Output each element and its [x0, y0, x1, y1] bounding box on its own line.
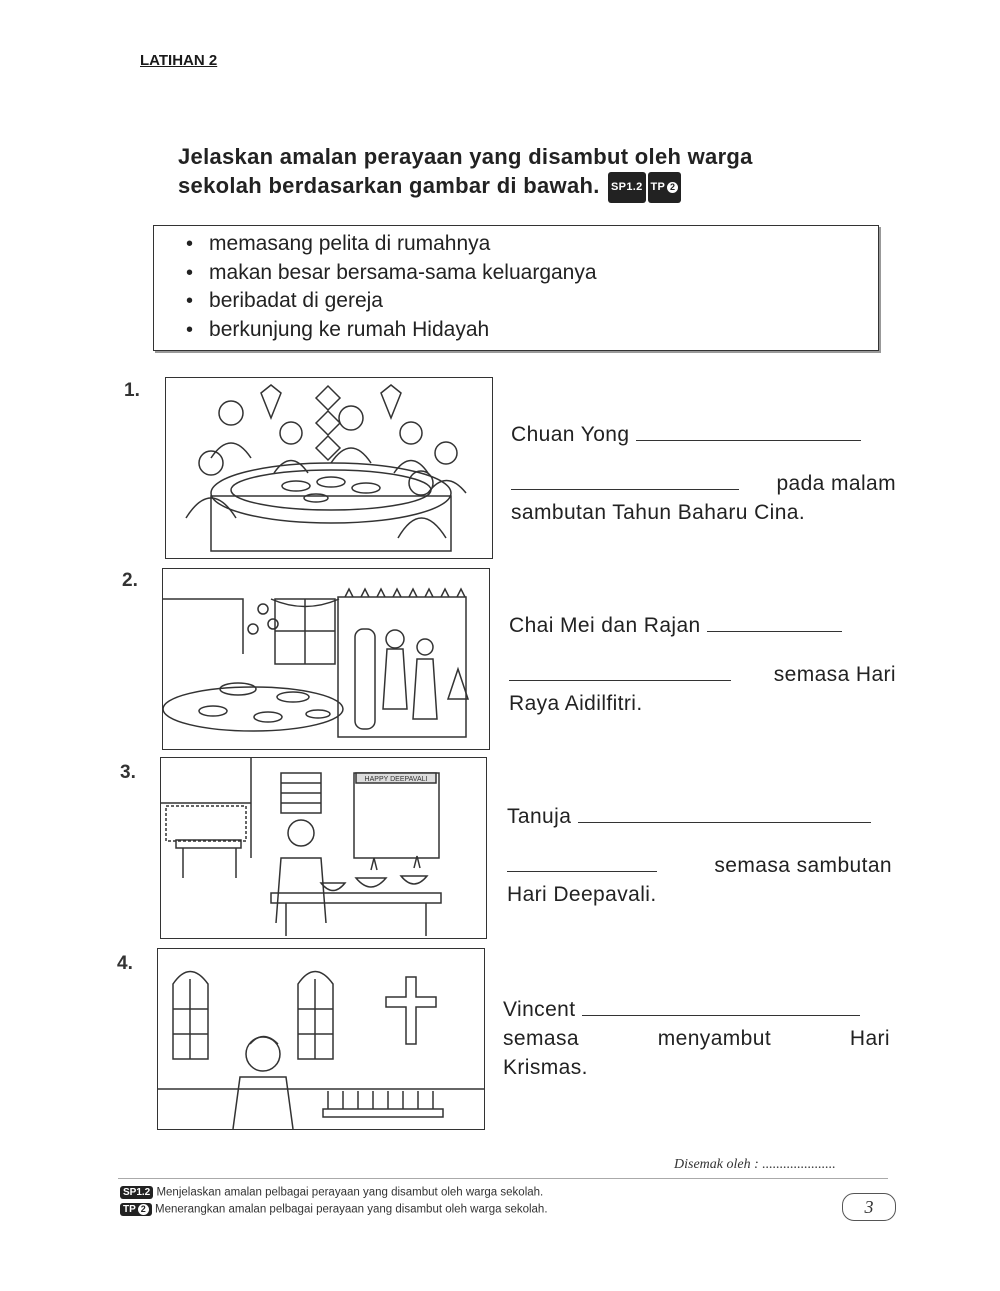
- footer-note-2: [118, 1203, 548, 1216]
- word-bank-item[interactable]: • makan besar bersama-sama keluarganya: [186, 259, 878, 288]
- question-2-text: [509, 611, 896, 718]
- word-bank-box: [153, 225, 879, 351]
- picture-hari-raya-visit: [162, 568, 490, 750]
- tp-badge: [648, 172, 682, 203]
- answer-blank[interactable]: [578, 804, 871, 823]
- question-number: 1.: [124, 380, 140, 401]
- question-line-text: pada malam: [776, 472, 896, 495]
- word-bank-item[interactable]: • beribadat di gereja: [186, 287, 878, 316]
- footer-note-1: [118, 1186, 543, 1199]
- question-word: Hari: [849, 1027, 890, 1050]
- sp-badge: SP1.2: [608, 172, 645, 203]
- tp-badge: [120, 1203, 152, 1216]
- instruction-line-2: [178, 171, 753, 203]
- question-line-text: semasa sambutan: [714, 854, 892, 877]
- tp-badge-number: 2: [138, 1204, 149, 1215]
- tp-badge-label: TP: [123, 1204, 136, 1215]
- question-subject: Chai Mei dan Rajan: [509, 614, 701, 637]
- answer-blank[interactable]: [582, 997, 860, 1016]
- question-subject: Tanuja: [507, 805, 572, 828]
- footer-note-text: Menerangkan amalan pelbagai perayaan yang disambut oleh warga sekolah.: [154, 1203, 548, 1216]
- page-number: 3: [842, 1193, 896, 1221]
- footer-note-text: Menjelaskan amalan pelbagai perayaan yang disambut oleh warga sekolah.: [156, 1186, 544, 1199]
- picture-deepavali-lamps: [160, 757, 487, 939]
- answer-blank[interactable]: [509, 662, 731, 681]
- deepavali-sign: HAPPY DEEPAVALI: [364, 776, 428, 783]
- word-bank-item[interactable]: • berkunjung ke rumah Hidayah: [186, 316, 878, 345]
- question-number: 4.: [117, 953, 133, 974]
- question-subject: Vincent: [503, 998, 576, 1021]
- answer-blank[interactable]: [507, 853, 657, 872]
- question-line-text: Hari Deepavali.: [507, 883, 657, 906]
- footer-divider: [118, 1178, 888, 1179]
- question-line-justified: [503, 1024, 890, 1053]
- question-4-text: [503, 995, 890, 1082]
- question-word: menyambut: [657, 1027, 772, 1050]
- answer-blank[interactable]: [511, 471, 739, 490]
- question-number: 2.: [122, 570, 138, 591]
- picture-church-prayer: [157, 948, 485, 1130]
- worksheet-title: LATIHAN 2: [140, 52, 218, 69]
- answer-blank[interactable]: [707, 613, 842, 632]
- tp-badge-label: TP: [650, 180, 666, 193]
- tp-badge-number: 2: [667, 182, 678, 193]
- answer-blank[interactable]: [636, 422, 861, 441]
- question-line-text: Raya Aidilfitri.: [509, 692, 643, 715]
- instruction-text: [178, 142, 753, 203]
- instruction-line-1: Jelaskan amalan perayaan yang disambut oleh warga: [178, 144, 753, 169]
- question-line-text: sambutan Tahun Baharu Cina.: [511, 501, 806, 524]
- checked-by-field[interactable]: Disemak oleh : .....................: [674, 1157, 836, 1172]
- question-subject: Chuan Yong: [511, 423, 630, 446]
- word-bank-item[interactable]: • memasang pelita di rumahnya: [186, 230, 878, 259]
- sp-badge: SP1.2: [120, 1186, 153, 1199]
- picture-chinese-new-year-dinner: [165, 377, 493, 559]
- question-line-text: semasa Hari: [773, 663, 896, 686]
- instruction-line-2-text: sekolah berdasarkan gambar di bawah.: [178, 173, 600, 198]
- question-3-text: [507, 802, 892, 909]
- question-line-text: Krismas.: [503, 1056, 588, 1079]
- question-number: 3.: [120, 762, 136, 783]
- question-word: semasa: [503, 1027, 579, 1050]
- question-1-text: [511, 420, 896, 527]
